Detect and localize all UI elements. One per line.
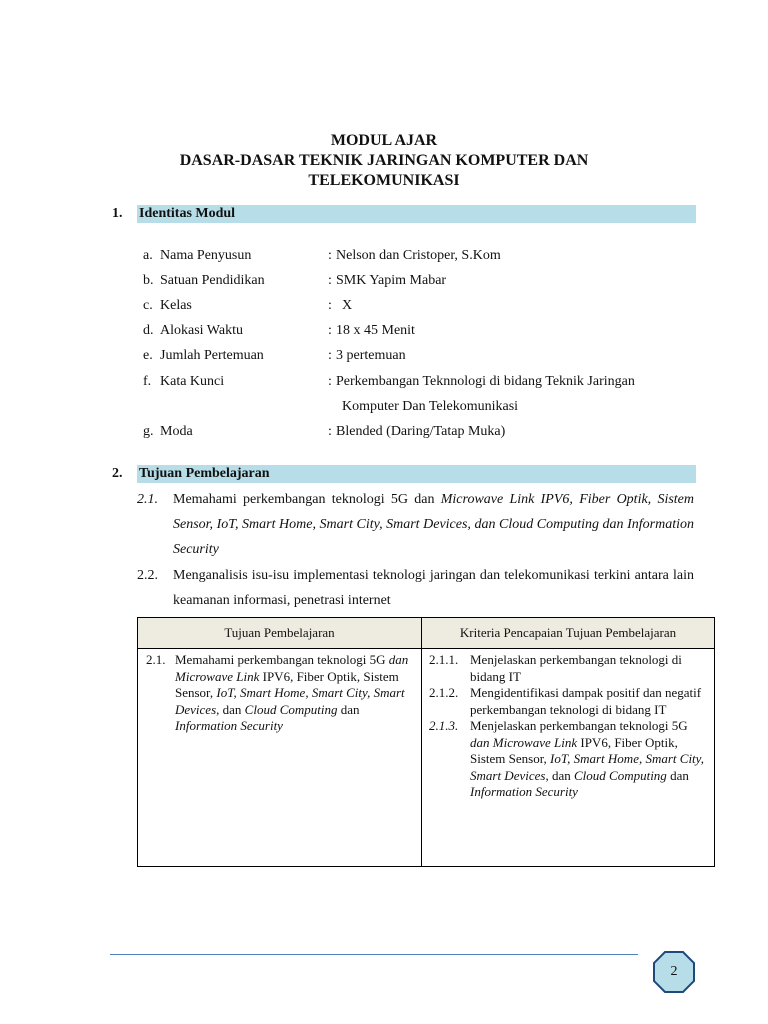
row-value: 18 x 45 Menit — [336, 323, 415, 338]
section-tujuan-header — [112, 465, 696, 483]
title-line-2: DASAR-DASAR TEKNIK JARINGAN KOMPUTER DAN — [179, 152, 589, 169]
row-colon: : — [328, 248, 332, 263]
identitas-row-alokasi-waktu — [143, 321, 703, 341]
row-value: Nelson dan Cristoper, S.Kom — [336, 248, 501, 263]
row-colon: : — [328, 374, 332, 389]
table-header-kriteria: Kriteria Pencapaian Tujuan Pembelajaran — [422, 618, 715, 649]
identitas-row-satuan-pendidikan — [143, 271, 703, 291]
item-text: Memahami perkembangan teknologi 5G dan Microwave Link IPV6, Fiber Optik, Sistem Sensor, IoT, Smart Home, Smart City, Smart Devices, dan Cloud Computing dan Information Security — [175, 652, 409, 733]
identitas-row-nama-penyusun — [143, 246, 703, 266]
row-value-continuation: Komputer Dan Telekomunikasi — [342, 399, 519, 414]
objective-number: 2.2. — [137, 568, 158, 583]
row-label: Satuan Pendidikan — [160, 273, 265, 288]
row-label: Kata Kunci — [160, 374, 225, 389]
table-header-tujuan: Tujuan Pembelajaran — [138, 618, 422, 649]
row-label: Jumlah Pertemuan — [160, 348, 264, 363]
identitas-row-kata-kunci — [143, 372, 703, 417]
row-value: Blended (Daring/Tatap Muka) — [336, 424, 506, 439]
row-colon: : — [328, 348, 332, 363]
row-colon: : — [328, 424, 332, 439]
list-item — [429, 685, 710, 718]
row-value: Perkembangan Teknnologi di bidang Teknik Jaringan — [336, 374, 635, 389]
list-item — [429, 652, 710, 685]
item-number: 2.1.3. — [429, 718, 459, 733]
section-title: Identitas Modul — [139, 206, 236, 221]
section-title: Tujuan Pembelajaran — [139, 466, 270, 481]
item-number: 2.1.1. — [429, 652, 459, 667]
objective-2-1 — [137, 487, 694, 562]
row-letter: f. — [143, 374, 152, 389]
objective-number: 2.1. — [137, 492, 158, 507]
row-colon: : — [328, 273, 332, 288]
row-letter: b. — [143, 273, 154, 288]
row-letter: c. — [143, 298, 153, 313]
section-number: 1. — [112, 206, 123, 221]
row-value: X — [342, 298, 353, 313]
row-label: Alokasi Waktu — [160, 323, 243, 338]
row-letter: a. — [143, 248, 153, 263]
row-colon: : — [328, 298, 332, 313]
section-identitas-header — [112, 205, 696, 223]
row-colon: : — [328, 323, 332, 338]
identitas-row-jumlah-pertemuan — [143, 346, 703, 366]
item-number: 2.1.2. — [429, 685, 459, 700]
row-label: Nama Penyusun — [160, 248, 252, 263]
identitas-row-kelas — [143, 296, 703, 316]
title-line-3: TELEKOMUNIKASI — [308, 172, 460, 189]
footer-rule — [110, 954, 638, 955]
objective-text: Menganalisis isu-isu implementasi teknologi jaringan dan telekomunikasi terkini antara lain keamanan informasi, penetrasi internet — [173, 568, 694, 608]
row-label: Moda — [160, 424, 193, 439]
item-text: Menjelaskan perkembangan teknologi 5G dan Microwave Link IPV6, Fiber Optik, Sistem Sensor, IoT, Smart Home, Smart City, Smart Devices, dan Cloud Computing dan Information Security — [470, 718, 704, 799]
title-line-1: MODUL AJAR — [330, 132, 438, 149]
table-cell-tujuan — [138, 649, 422, 867]
row-label: Kelas — [160, 298, 192, 313]
item-text: Mengidentifikasi dampak positif dan negatif perkembangan teknologi di bidang IT — [470, 685, 702, 717]
item-text: Menjelaskan perkembangan teknologi di bidang IT — [470, 652, 682, 684]
section-number: 2. — [112, 466, 123, 481]
objective-text: Memahami perkembangan teknologi 5G dan Microwave Link IPV6, Fiber Optik, Sistem Sensor, IoT, Smart Home, Smart City, Smart Devices, dan Cloud Computing dan Information Security — [173, 492, 694, 557]
row-value: SMK Yapim Mabar — [336, 273, 447, 288]
row-letter: g. — [143, 424, 154, 439]
list-item — [146, 652, 417, 735]
item-number: 2.1. — [146, 652, 166, 667]
table-cell-kriteria — [422, 649, 715, 867]
list-item — [429, 718, 710, 801]
identitas-row-moda — [143, 422, 703, 442]
page-number: 2 — [670, 964, 678, 979]
row-letter: d. — [143, 323, 154, 338]
row-letter: e. — [143, 348, 153, 363]
learning-objectives-table — [137, 617, 715, 867]
row-value: 3 pertemuan — [336, 348, 406, 363]
objective-2-2 — [137, 563, 694, 613]
page-number-badge — [652, 950, 696, 994]
